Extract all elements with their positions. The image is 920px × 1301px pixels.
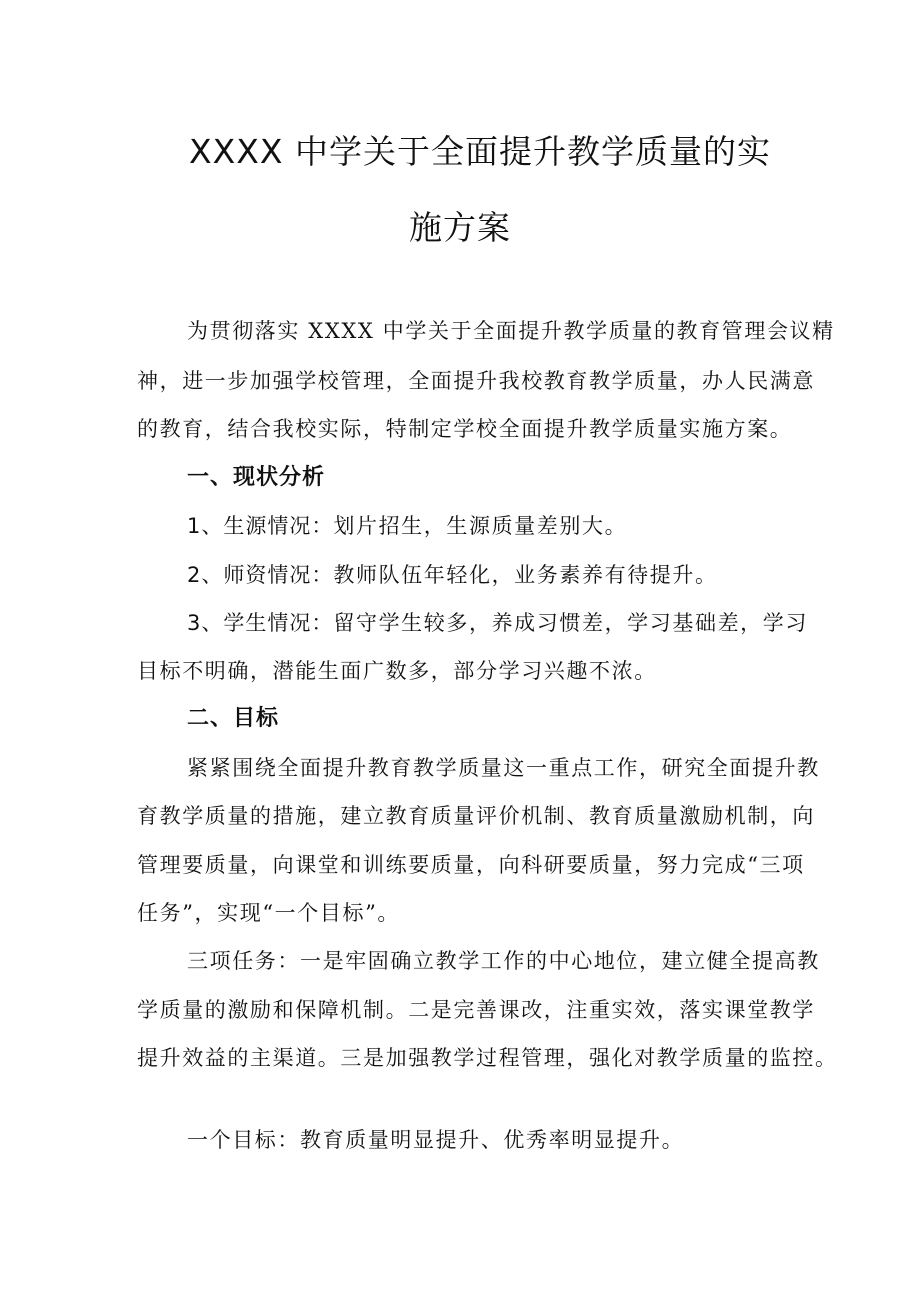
intro-line-2: 神，进一步加强学校管理，全面提升我校教育教学质量，办人民满意: [137, 369, 815, 393]
goals-para2-line-3: 提升效益的主渠道。三是加强教学过程管理，强化对教学质量的监控。: [137, 1046, 838, 1070]
item-text: 留守学生较多，养成习惯差，学习基础差，学习: [333, 611, 808, 635]
goals-para1-line-1: 紧紧围绕全面提升教育教学质量这一重点工作，研究全面提升教: [187, 756, 820, 780]
item-text: 教师队伍年轻化，业务素养有待提升。: [333, 563, 718, 587]
section-heading-current-situation: 一、现状分析: [187, 465, 326, 490]
intro-line-1: 为贯彻落实 XXXX 中学关于全面提升教学质量的教育管理会议精: [187, 319, 835, 343]
item-text: 划片招生，生源质量差别大。: [333, 514, 628, 538]
goals-para1-line-4: 任务”，实现“一个目标”。: [137, 901, 401, 925]
document-title-line-2: 施方案: [409, 208, 511, 247]
list-item: [187, 608, 808, 638]
goals-para2-line-1: 三项任务：一是牢固确立教学工作的中心地位，建立健全提高教: [187, 949, 820, 973]
goals-para1-line-3: 管理要质量，向课堂和训练要质量，向科研要质量，努力完成“三项: [137, 853, 805, 877]
item-lead: 2、师资情况：: [187, 563, 334, 587]
list-item-continuation: 目标不明确，潜能生面广数多，部分学习兴趣不浓。: [137, 659, 657, 683]
list-item: [187, 511, 627, 541]
item-lead: 3、学生情况：: [187, 611, 334, 635]
section-heading-goals: 二、目标: [187, 706, 280, 731]
item-lead: 1、生源情况：: [187, 514, 334, 538]
goals-para3: 一个目标：教育质量明显提升、优秀率明显提升。: [187, 1128, 685, 1152]
intro-line-3: 的教育，结合我校实际，特制定学校全面提升教学质量实施方案。: [137, 417, 793, 441]
list-item: [187, 560, 718, 590]
goals-para1-line-2: 育教学质量的措施，建立教育质量评价机制、教育质量激励机制，向: [137, 804, 815, 828]
document-title-line-1: XXXX 中学关于全面提升教学质量的实: [189, 132, 771, 171]
goals-para2-line-2: 学质量的激励和保障机制。二是完善课改，注重实效，落实课堂教学: [137, 998, 815, 1022]
